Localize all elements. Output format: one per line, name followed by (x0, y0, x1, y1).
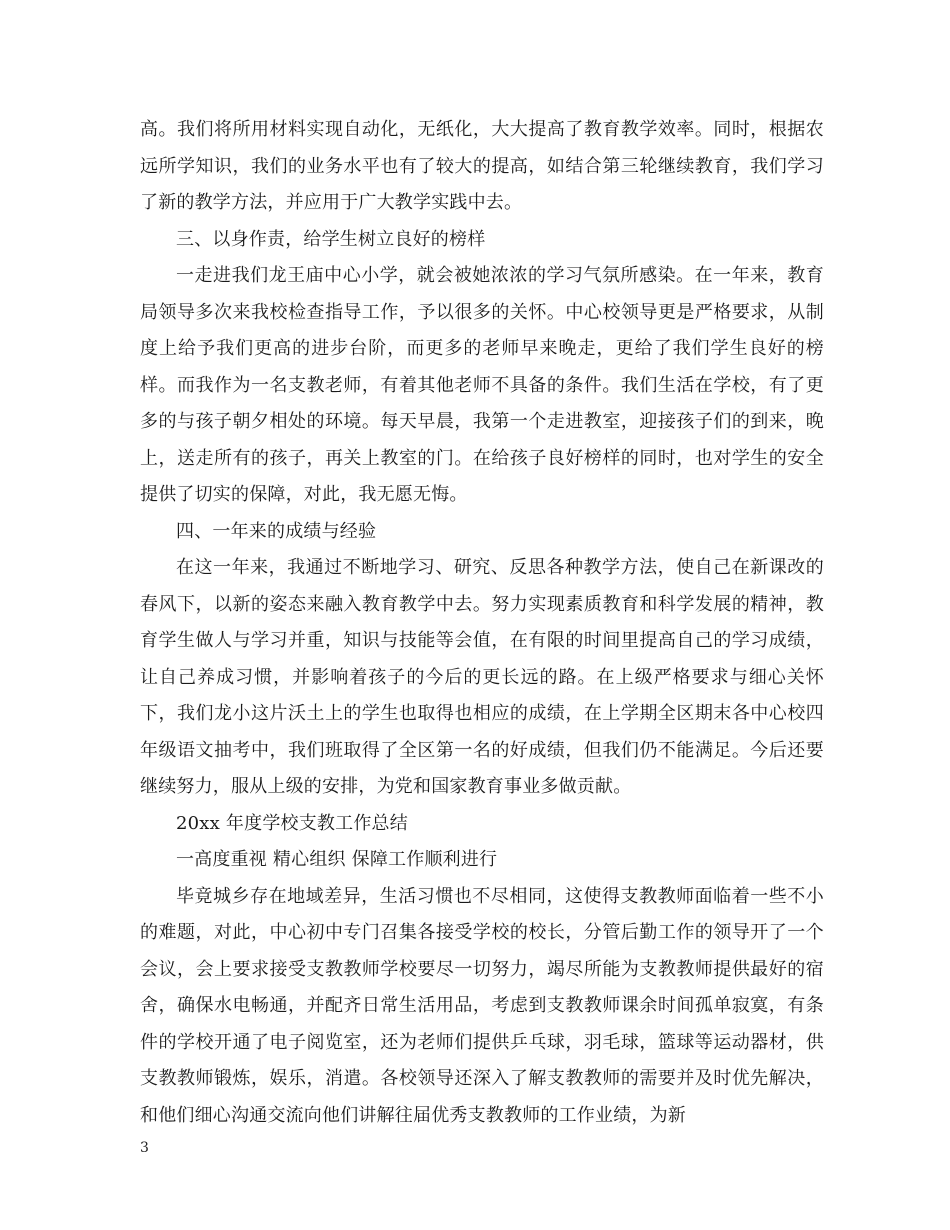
page-number: 3 (140, 1140, 149, 1156)
document-body (140, 112, 824, 1134)
paragraph-continuation: 高。我们将所用材料实现自动化，无纸化，大大提高了教育教学效率。同时，根据农远所学知识，我们的业务水平也有了较大的提高，如结合第三轮继续教育，我们学习了新的教学方法，并应用于广大教学实践中去。 (140, 119, 824, 213)
section-heading-3: 三、以身作责，给学生树立良好的榜样 (176, 228, 486, 250)
section-heading-1: 一高度重视 精心组织 保障工作顺利进行 (176, 849, 498, 870)
document-subtitle: 20xx 年度学校支教工作总结 (176, 812, 408, 834)
paragraph-achievements: 在这一年来，我通过不断地学习、研究、反思各种教学方法，使自己在新课改的春风下，以新的姿态来融入教育教学中去。努力实现素质教育和科学发展的精神，教育学生做人与学习并重，知识与技能等会值，在有限的时间里提高自己的学习成绩，让自己养成习惯，并影响着孩子的今后的更长远的路。在上级严格要求与细心关怀下，我们龙小这片沃土上的学生也取得也相应的成绩，在上学期全区期末各中心校四年级语文抽考中，我们班取得了全区第一名的好成绩，但我们仍不能满足。今后还要继续努力，服从上级的安排，为党和国家教育事业多做贡献。 (140, 557, 824, 797)
paragraph-role-model: 一走进我们龙王庙中心小学，就会被她浓浓的学习气氛所感染。在一年来，教育局领导多次来我校检查指导工作，予以很多的关怀。中心校领导更是严格要求，从制度上给予我们更高的进步台阶，而更多的老师早来晚走，更给了我们学生良好的榜样。而我作为一名支教老师，有着其他老师不具备的条件。我们生活在学校，有了更多的与孩子朝夕相处的环境。每天早晨，我第一个走进教室，迎接孩子们的到来，晚上，送走所有的孩子，再关上教室的门。在给孩子良好榜样的同时，也对学生的安全提供了切实的保障，对此，我无愿无悔。 (140, 265, 824, 505)
paragraph-organization: 毕竟城乡存在地域差异，生活习惯也不尽相同，这使得支教教师面临着一些不小的难题，对此，中心初中专门召集各接受学校的校长，分管后勤工作的领导开了一个会议，会上要求接受支教教师学校要尽一切努力，竭尽所能为支教教师提供最好的宿舍，确保水电畅通，并配齐日常生活用品，考虑到支教教师课余时间孤单寂寞，有条件的学校开通了电子阅览室，还为老师们提供乒乓球，羽毛球，篮球等运动器材，供支教教师锻炼，娱乐，消遣。各校领导还深入了解支教教师的需要并及时优先解决，和他们细心沟通交流向他们讲解往届优秀支教教师的工作业绩，为新 (140, 885, 824, 1126)
section-heading-4: 四、一年来的成绩与经验 (176, 520, 377, 542)
